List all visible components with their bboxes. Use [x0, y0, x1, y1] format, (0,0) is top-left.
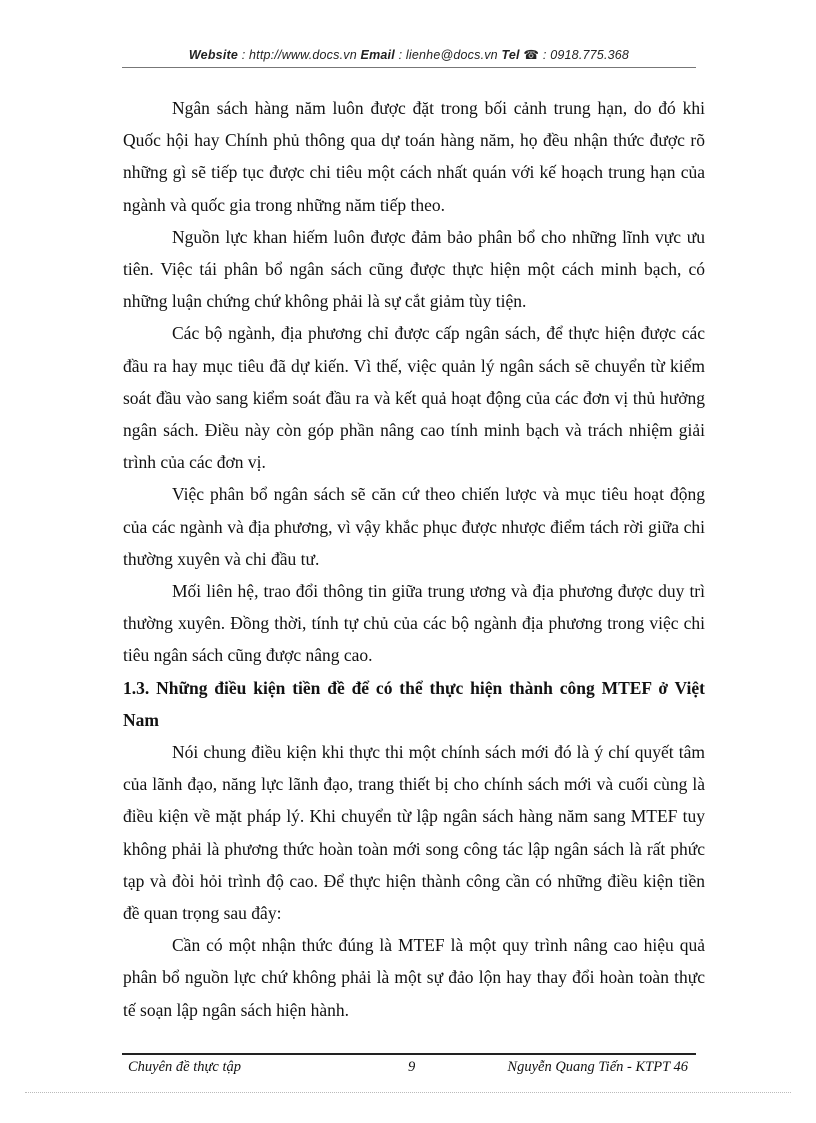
page-footer — [128, 1059, 696, 1079]
paragraph: Mối liên hệ, trao đổi thông tin giữa trung ương và địa phương được duy trì thường xuyên. Đồng thời, tính tự chủ của các bộ ngành địa phương trong việc chi tiêu ngân sách cũng được nâng cao. — [123, 581, 705, 666]
tel-value: : 0918.775.368 — [539, 48, 630, 62]
document-body — [123, 92, 705, 1026]
paragraph: Cần có một nhận thức đúng là MTEF là một quy trình nâng cao hiệu quả phân bổ nguồn lực chứ không phải là một sự đảo lộn hay thay đổi hoàn toàn thực tế soạn lập ngân sách hiện hành. — [123, 935, 705, 1020]
page-header — [122, 47, 696, 62]
paragraph: Nói chung điều kiện khi thực thi một chính sách mới đó là ý chí quyết tâm của lãnh đạo, năng lực lãnh đạo, trang thiết bị cho chính sách mới và cuối cùng là điều kiện về mặt pháp lý. Khi chuyển từ lập ngân sách hàng năm sang MTEF tuy không phải là phương thức hoàn toàn mới song công tác lập ngân sách là rất phức tạp và đòi hỏi trình độ cao. Để thực hiện thành công cần có những điều kiện tiền đề quan trọng sau đây: — [123, 742, 705, 924]
email-label: Email — [360, 48, 395, 62]
paragraph: Việc phân bổ ngân sách sẽ căn cứ theo chiến lược và mục tiêu hoạt động của các ngành và địa phương, vì vậy khắc phục được nhược điểm tách rời giữa chi thường xuyên và chi đầu tư. — [123, 484, 705, 569]
paragraph: Nguồn lực khan hiếm luôn được đảm bảo phân bổ cho những lĩnh vực ưu tiên. Việc tái phân bổ ngân sách cũng được thực hiện một cách minh bạch, có những luận chứng chứ không phải là sự cắt giảm tùy tiện. — [123, 226, 705, 312]
website-label: Website — [188, 48, 239, 62]
paragraph: Ngân sách hàng năm luôn được đặt trong bối cảnh trung hạn, do đó khi Quốc hội hay Chính phủ thông qua dự toán hàng năm, họ đều nhận thức được rõ những gì sẽ tiếp tục được chi tiêu một cách nhất quán với kế hoạch trung hạn của ngành và quốc gia trong những năm tiếp theo. — [123, 98, 705, 215]
footer-title: Chuyên đề thực tập — [128, 1059, 242, 1075]
tel-label: Tel — [501, 48, 520, 62]
header-divider — [122, 67, 696, 68]
section-heading: 1.3. Những điều kiện tiền đề để có thể thực hiện thành công MTEF ở Việt Nam — [123, 677, 705, 730]
footer-divider — [122, 1053, 696, 1055]
phone-icon: ☎ — [523, 48, 540, 62]
page-bottom-dotted-line — [25, 1092, 791, 1093]
email-value: : lienhe@docs.vn — [394, 48, 502, 62]
website-value: : http://www.docs.vn — [238, 48, 361, 62]
footer-author: Nguyễn Quang Tiến - KTPT 46 — [507, 1059, 688, 1075]
page-number: 9 — [408, 1059, 416, 1075]
paragraph: Các bộ ngành, địa phương chỉ được cấp ngân sách, để thực hiện được các đầu ra hay mục tiêu đã dự kiến. Vì thế, việc quản lý ngân sách sẽ chuyển từ kiểm soát đầu vào sang kiểm soát đầu ra và kết quả hoạt động của các đơn vị thủ hưởng ngân sách. Điều này còn góp phần nâng cao tính minh bạch và trách nhiệm giải trình của các đơn vị. — [123, 323, 705, 473]
